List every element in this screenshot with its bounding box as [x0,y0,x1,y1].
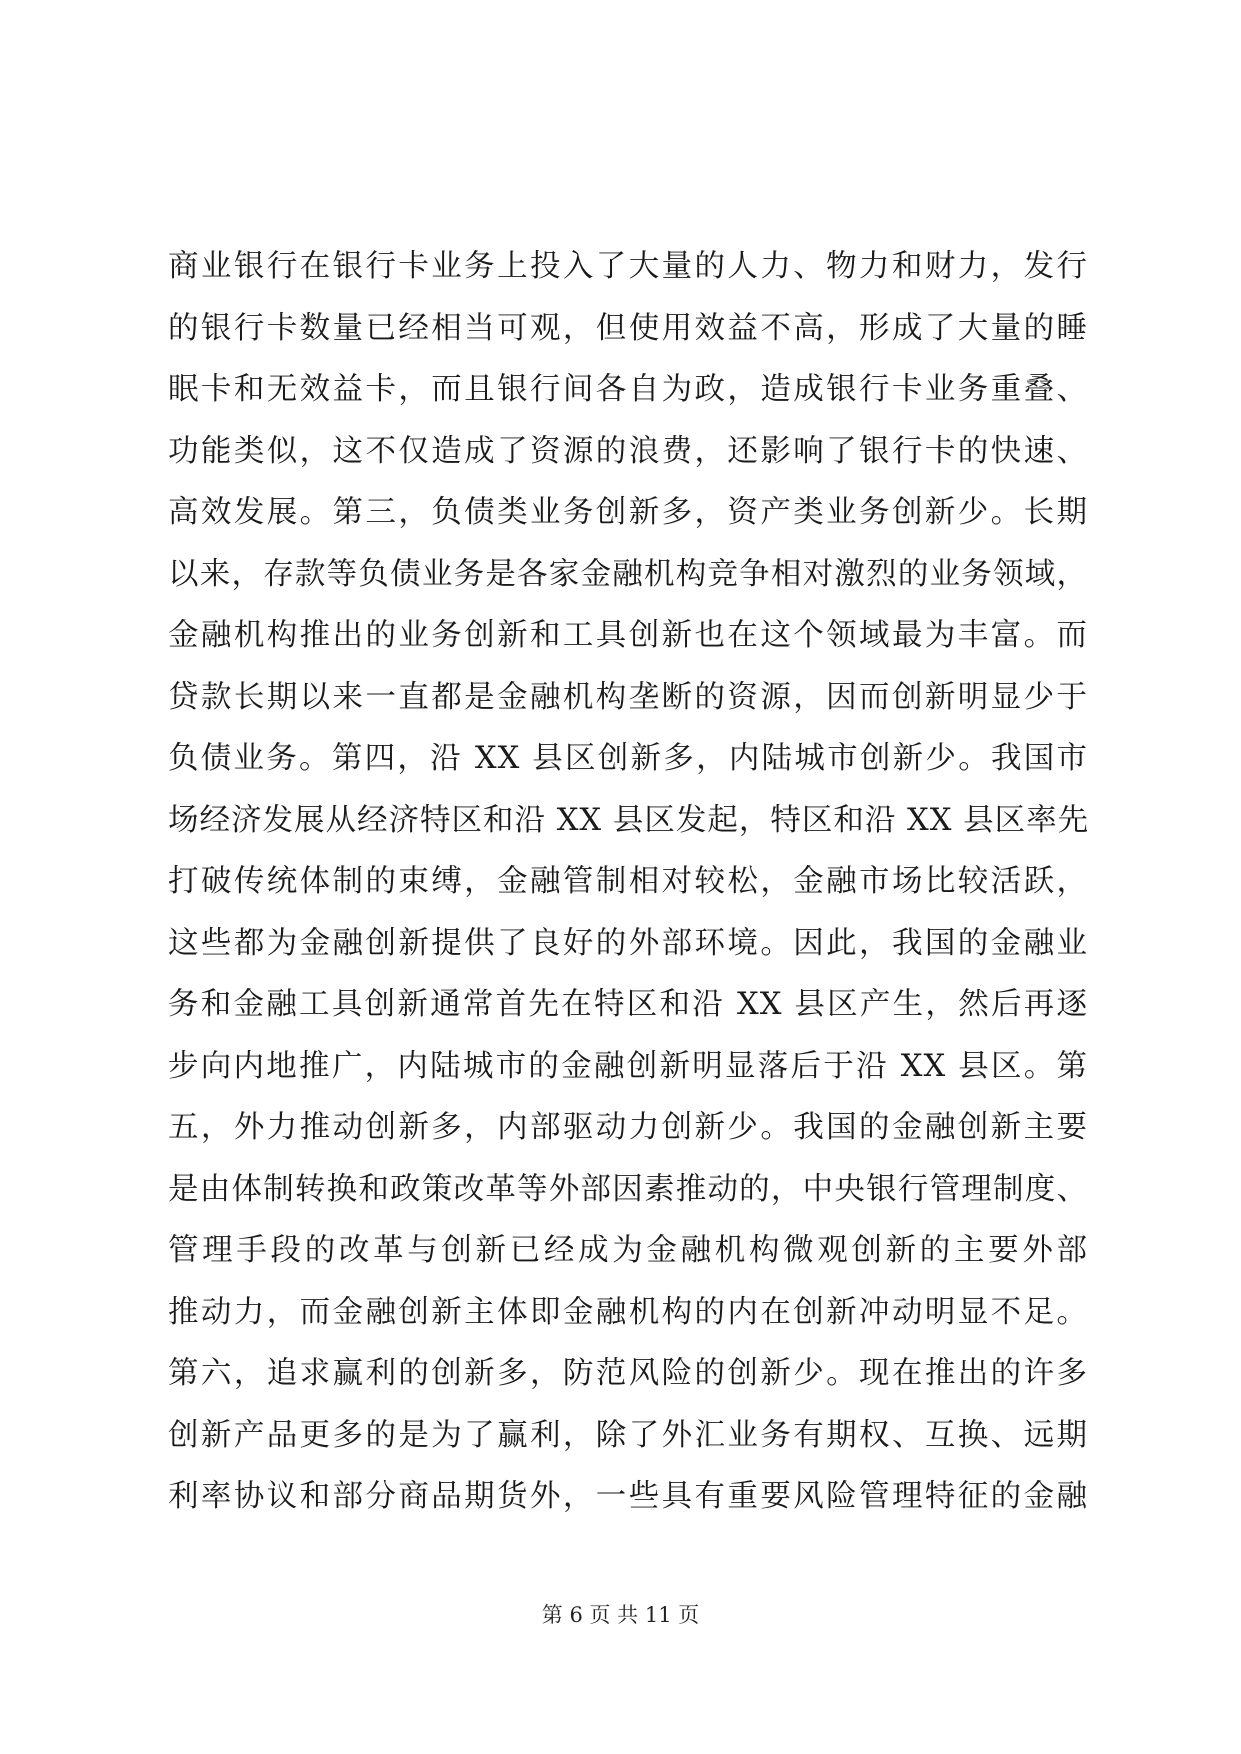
text-line: 商业银行在银行卡业务上投入了大量的人力、物力和财力，发行 [168,249,1088,284]
text-line: 这些都为金融创新提供了良好的外部环境。因此，我国的金融业 [168,925,1088,961]
text-line: 管理手段的改革与创新已经成为金融机构微观创新的主要外部 [168,1233,1088,1268]
text-line: 第六，追求赢利的创新多，防范风险的创新少。现在推出的许多 [168,1356,1088,1391]
text-line: 创新产品更多的是为了赢利，除了外汇业务有期权、互换、远期 [168,1417,1088,1453]
text-line: 负债业务。第四，沿 XX 县区创新多，内陆城市创新少。我国市 [168,741,1088,776]
text-line: 以来，存款等负债业务是各家金融机构竞争相对激烈的业务领域， [168,556,1088,592]
page-number-footer: 第 6 页 共 11 页 [541,1603,700,1627]
text-line: 的银行卡数量已经相当可观，但使用效益不高，形成了大量的睡 [168,310,1088,346]
body-text [168,236,1088,1528]
text-line: 推动力，而金融创新主体即金融机构的内在创新冲动明显不足。 [168,1294,1088,1330]
text-line: 是由体制转换和政策改革等外部因素推动的，中央银行管理制度、 [168,1171,1088,1207]
text-line: 高效发展。第三，负债类业务创新多，资产类业务创新少。长期 [168,495,1088,530]
text-line: 五，外力推动创新多，内部驱动力创新少。我国的金融创新主要 [168,1110,1088,1145]
text-line: 务和金融工具创新通常首先在特区和沿 XX 县区产生，然后再逐 [168,987,1088,1022]
text-line: 步向内地推广，内陆城市的金融创新明显落后于沿 XX 县区。第 [168,1048,1088,1084]
text-line: 贷款长期以来一直都是金融机构垄断的资源，因而创新明显少于 [168,679,1088,715]
text-line: 功能类似，这不仅造成了资源的浪费，还影响了银行卡的快速、 [168,433,1088,469]
text-line: 金融机构推出的业务创新和工具创新也在这个领域最为丰富。而 [168,618,1088,653]
text-line: 利率协议和部分商品期货外，一些具有重要风险管理特征的金融 [168,1479,1088,1514]
text-line: 眠卡和无效益卡，而且银行间各自为政，造成银行卡业务重叠、 [168,372,1088,407]
text-line: 打破传统体制的束缚，金融管制相对较松，金融市场比较活跃， [168,864,1088,899]
text-line: 场经济发展从经济特区和沿 XX 县区发起，特区和沿 XX 县区率先 [168,802,1090,838]
